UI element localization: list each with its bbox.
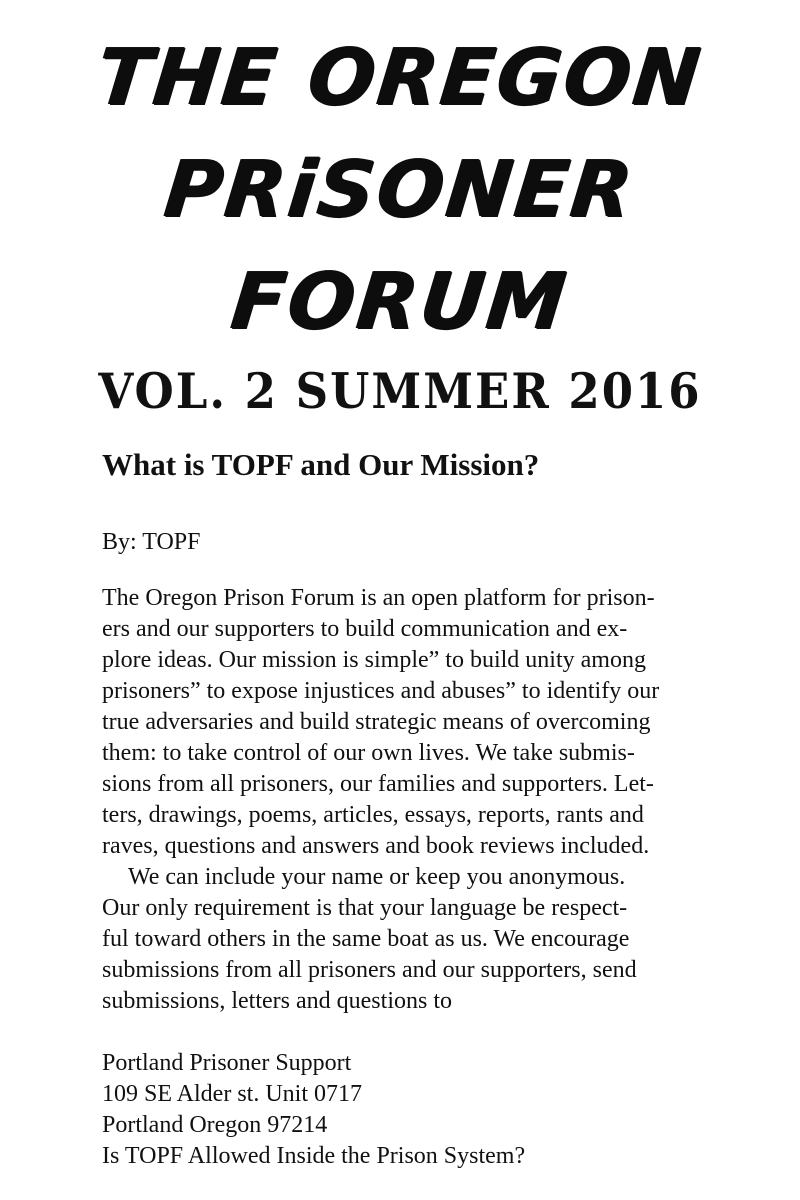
volume-issue-label: VOL. 2 SUMMER 2016 [98,362,702,421]
body-line: ers and our supporters to build communication and ex- [102,616,628,642]
body-line: them: to take control of our own lives. We take submis- [102,740,635,766]
address-line: Portland Prisoner Support [102,1050,352,1076]
body-line: prisoners” to expose injustices and abuses” to identify our [102,678,660,704]
address-line: Portland Oregon 97214 [102,1112,328,1138]
masthead-line-3: FORUM [227,257,573,347]
body-line: true adversaries and build strategic means of overcoming [102,709,651,735]
article-title: What is TOPF and Our Mission? [102,447,540,482]
byline: By: TOPF [102,529,201,555]
body-line: ters, drawings, poems, articles, essays, reports, rants and [102,802,644,828]
masthead [0,22,800,358]
body-line: plore ideas. Our mission is simple” to build unity among [102,647,646,673]
body-line: The Oregon Prison Forum is an open platform for prison- [102,585,655,611]
body-line: submissions, letters and questions to [102,988,452,1014]
body-line: ful toward others in the same boat as us. We encourage [102,926,630,952]
body-line: submissions from all prisoners and our supporters, send [102,957,637,983]
masthead-line-1: THE OREGON [93,33,707,123]
mailing-address [102,1048,722,1172]
body-line: We can include your name or keep you anonymous. [128,864,626,890]
article [102,443,722,1172]
next-section-heading: Is TOPF Allowed Inside the Prison System? [102,1143,526,1169]
masthead-line-2: PRiSONER [160,145,640,235]
body-line: Our only requirement is that your language be respect- [102,895,628,921]
body-line: raves, questions and answers and book reviews included. [102,833,650,859]
address-line: 109 SE Alder st. Unit 0717 [102,1081,363,1107]
body-line: sions from all prisoners, our families and supporters. Let- [102,771,654,797]
article-body [102,583,722,1017]
